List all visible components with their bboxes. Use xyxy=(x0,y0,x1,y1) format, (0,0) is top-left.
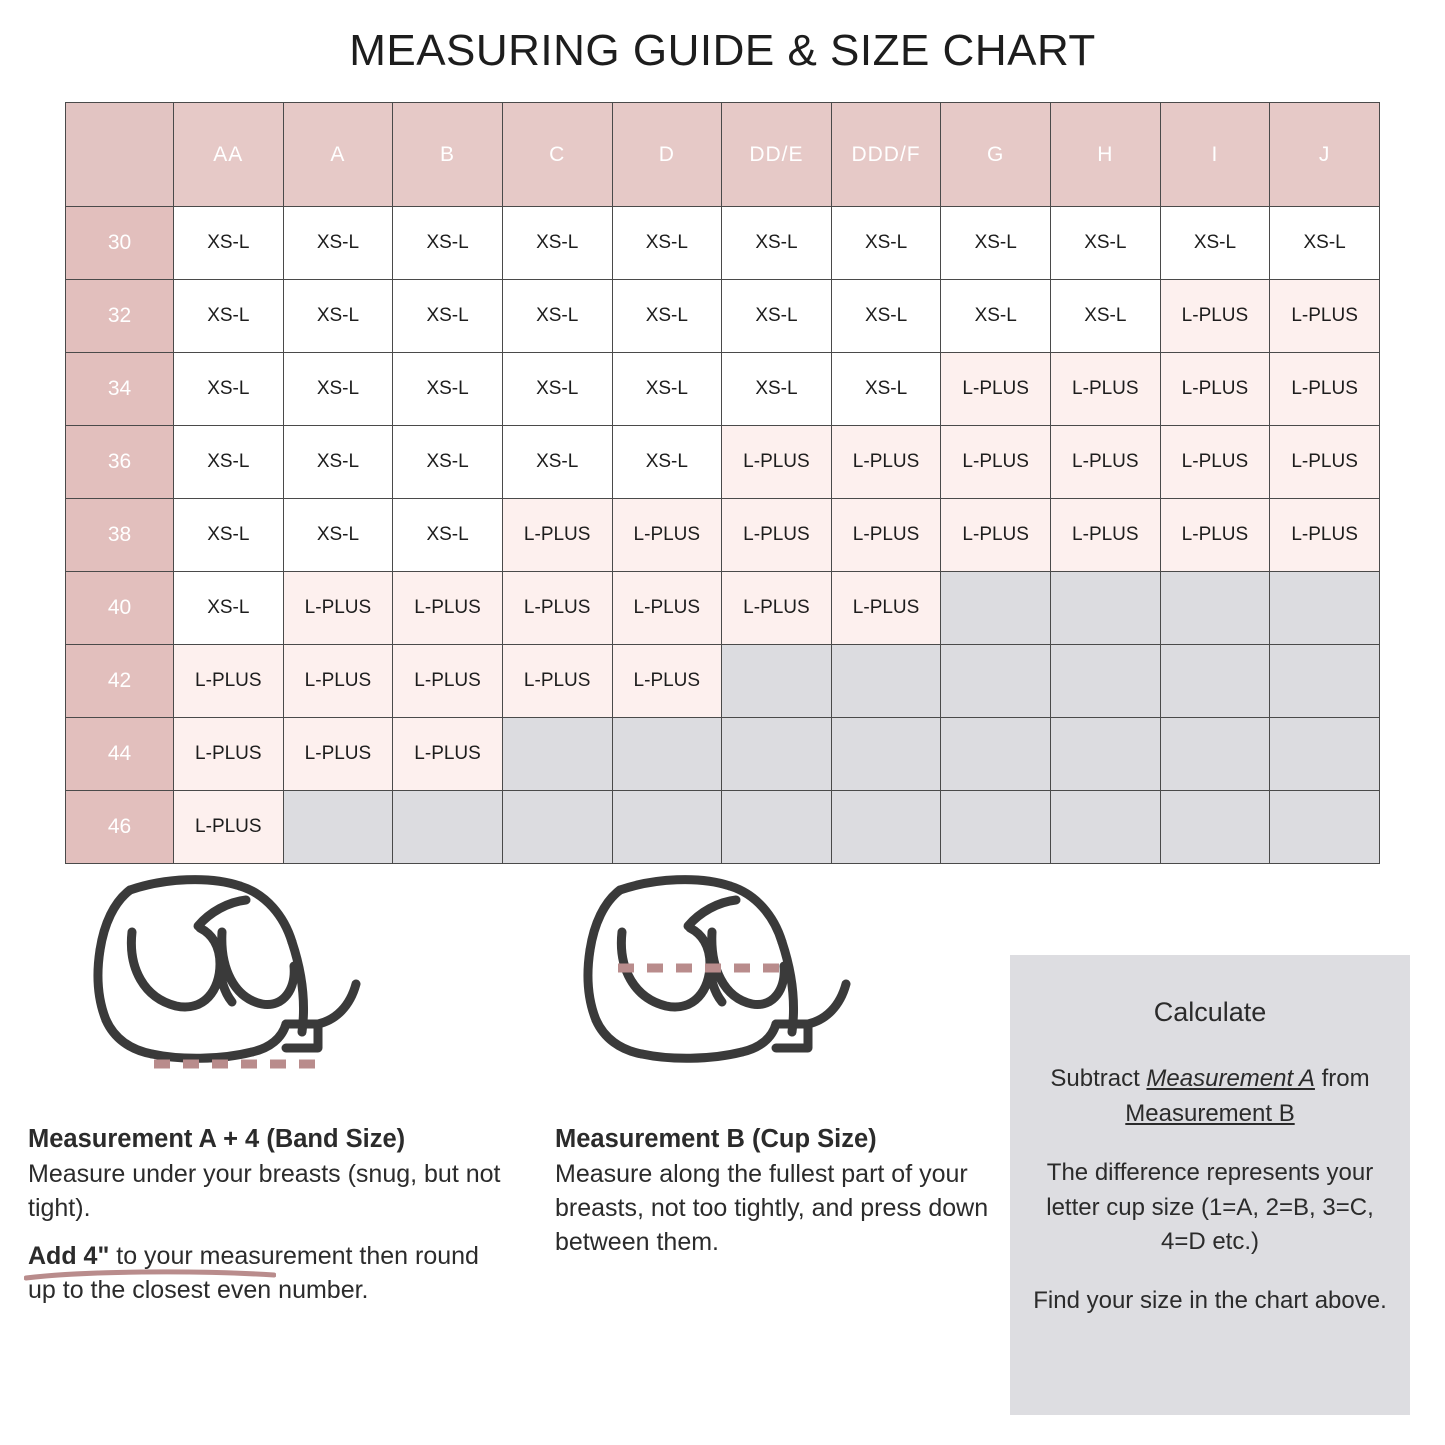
measurement-b-line1: Measure along the fullest part of your breasts, not too tightly, and press down between them. xyxy=(555,1160,989,1256)
measurement-a-heading: Measurement A + 4 (Band Size) xyxy=(28,1125,406,1153)
cup-header-I: I xyxy=(1160,103,1270,207)
size-chart-table xyxy=(65,102,1380,864)
cell-30-DD/E: XS-L xyxy=(722,207,832,280)
cell-46-I xyxy=(1160,791,1270,864)
cell-32-B: XS-L xyxy=(393,280,503,353)
cell-42-DDD/F xyxy=(831,645,941,718)
band-size-46: 46 xyxy=(66,791,174,864)
cell-46-G xyxy=(941,791,1051,864)
cell-36-I: L-PLUS xyxy=(1160,426,1270,499)
band-size-36: 36 xyxy=(66,426,174,499)
cell-38-DDD/F: L-PLUS xyxy=(831,499,941,572)
cell-34-AA: XS-L xyxy=(174,353,284,426)
cell-42-G xyxy=(941,645,1051,718)
cell-30-C: XS-L xyxy=(502,207,612,280)
measurement-a-line1: Measure under your breasts (snug, but not tight). xyxy=(28,1160,501,1223)
cell-40-B: L-PLUS xyxy=(393,572,503,645)
cell-32-AA: XS-L xyxy=(174,280,284,353)
cell-44-C xyxy=(502,718,612,791)
cup-header-D: D xyxy=(612,103,722,207)
cell-46-AA: L-PLUS xyxy=(174,791,284,864)
cell-42-A: L-PLUS xyxy=(283,645,393,718)
cell-46-A xyxy=(283,791,393,864)
cell-32-D: XS-L xyxy=(612,280,722,353)
cell-40-DD/E: L-PLUS xyxy=(722,572,832,645)
cell-32-H: XS-L xyxy=(1051,280,1161,353)
cell-40-C: L-PLUS xyxy=(502,572,612,645)
cell-40-A: L-PLUS xyxy=(283,572,393,645)
cell-32-DD/E: XS-L xyxy=(722,280,832,353)
cell-34-DDD/F: XS-L xyxy=(831,353,941,426)
cell-44-B: L-PLUS xyxy=(393,718,503,791)
cell-42-DD/E xyxy=(722,645,832,718)
measurement-a-illustration xyxy=(70,872,380,1127)
cell-46-D xyxy=(612,791,722,864)
band-size-40: 40 xyxy=(66,572,174,645)
cell-40-J xyxy=(1270,572,1380,645)
table-row xyxy=(66,572,1380,645)
cell-32-DDD/F: XS-L xyxy=(831,280,941,353)
band-size-30: 30 xyxy=(66,207,174,280)
cell-42-D: L-PLUS xyxy=(612,645,722,718)
cell-46-B xyxy=(393,791,503,864)
cell-44-DD/E xyxy=(722,718,832,791)
cell-30-D: XS-L xyxy=(612,207,722,280)
cell-36-DD/E: L-PLUS xyxy=(722,426,832,499)
cell-38-A: XS-L xyxy=(283,499,393,572)
cell-36-D: XS-L xyxy=(612,426,722,499)
table-row xyxy=(66,426,1380,499)
band-size-44: 44 xyxy=(66,718,174,791)
cell-42-AA: L-PLUS xyxy=(174,645,284,718)
calculate-heading: Calculate xyxy=(1153,997,1267,1027)
cell-34-J: L-PLUS xyxy=(1270,353,1380,426)
table-corner-cell xyxy=(66,103,174,207)
calculate-line1 xyxy=(1032,1062,1388,1132)
cell-44-J xyxy=(1270,718,1380,791)
cell-36-DDD/F: L-PLUS xyxy=(831,426,941,499)
cell-46-DD/E xyxy=(722,791,832,864)
cup-header-B: B xyxy=(393,103,503,207)
table-row xyxy=(66,353,1380,426)
cell-36-AA: XS-L xyxy=(174,426,284,499)
cell-44-A: L-PLUS xyxy=(283,718,393,791)
table-row xyxy=(66,499,1380,572)
band-size-32: 32 xyxy=(66,280,174,353)
table-body xyxy=(66,207,1380,864)
calculate-line3: Find your size in the chart above. xyxy=(1033,1287,1387,1315)
add-four-emphasis-wrap xyxy=(28,1240,109,1274)
table-row xyxy=(66,645,1380,718)
cell-42-B: L-PLUS xyxy=(393,645,503,718)
cell-38-H: L-PLUS xyxy=(1051,499,1161,572)
calculate-line1-mid: from xyxy=(1314,1065,1370,1093)
cell-32-J: L-PLUS xyxy=(1270,280,1380,353)
cell-38-G: L-PLUS xyxy=(941,499,1051,572)
cell-44-D xyxy=(612,718,722,791)
measurement-b-block xyxy=(555,1122,1015,1260)
cell-40-G xyxy=(941,572,1051,645)
cell-30-G: XS-L xyxy=(941,207,1051,280)
cell-46-DDD/F xyxy=(831,791,941,864)
cell-46-C xyxy=(502,791,612,864)
cell-30-B: XS-L xyxy=(393,207,503,280)
cell-42-J xyxy=(1270,645,1380,718)
measurement-b-heading: Measurement B (Cup Size) xyxy=(555,1125,877,1153)
cell-36-H: L-PLUS xyxy=(1051,426,1161,499)
table-row xyxy=(66,791,1380,864)
band-size-38: 38 xyxy=(66,499,174,572)
cell-40-I xyxy=(1160,572,1270,645)
cell-46-J xyxy=(1270,791,1380,864)
calculate-line1-prefix: Subtract xyxy=(1050,1065,1147,1093)
cell-34-A: XS-L xyxy=(283,353,393,426)
cell-34-DD/E: XS-L xyxy=(722,353,832,426)
cup-header-C: C xyxy=(502,103,612,207)
cell-38-C: L-PLUS xyxy=(502,499,612,572)
cell-36-B: XS-L xyxy=(393,426,503,499)
cell-40-DDD/F: L-PLUS xyxy=(831,572,941,645)
cell-30-J: XS-L xyxy=(1270,207,1380,280)
page-title: MEASURING GUIDE & SIZE CHART xyxy=(349,26,1096,75)
cell-36-A: XS-L xyxy=(283,426,393,499)
cell-38-B: XS-L xyxy=(393,499,503,572)
cup-header-J: J xyxy=(1270,103,1380,207)
band-size-42: 42 xyxy=(66,645,174,718)
cell-44-H xyxy=(1051,718,1161,791)
cell-42-H xyxy=(1051,645,1161,718)
cell-34-D: XS-L xyxy=(612,353,722,426)
cell-46-H xyxy=(1051,791,1161,864)
cell-36-J: L-PLUS xyxy=(1270,426,1380,499)
measurement-b-illustration xyxy=(560,872,870,1127)
cell-30-DDD/F: XS-L xyxy=(831,207,941,280)
cell-36-G: L-PLUS xyxy=(941,426,1051,499)
band-size-34: 34 xyxy=(66,353,174,426)
table-header-row xyxy=(66,103,1380,207)
cell-34-B: XS-L xyxy=(393,353,503,426)
cell-34-H: L-PLUS xyxy=(1051,353,1161,426)
cell-42-C: L-PLUS xyxy=(502,645,612,718)
measurement-b-caption xyxy=(555,1122,1015,1274)
cup-header-A: A xyxy=(283,103,393,207)
cell-44-I xyxy=(1160,718,1270,791)
cell-32-G: XS-L xyxy=(941,280,1051,353)
cup-header-DDD-F: DDD/F xyxy=(831,103,941,207)
cell-38-AA: XS-L xyxy=(174,499,284,572)
cell-30-H: XS-L xyxy=(1051,207,1161,280)
cell-44-AA: L-PLUS xyxy=(174,718,284,791)
cell-34-C: XS-L xyxy=(502,353,612,426)
calculate-measurement-b: Measurement B xyxy=(1125,1099,1295,1127)
calculate-box xyxy=(1010,955,1410,1415)
cell-30-I: XS-L xyxy=(1160,207,1270,280)
table-row xyxy=(66,718,1380,791)
table-row xyxy=(66,207,1380,280)
measurement-a-block xyxy=(28,1122,508,1226)
cell-38-J: L-PLUS xyxy=(1270,499,1380,572)
cell-40-AA: XS-L xyxy=(174,572,284,645)
cell-36-C: XS-L xyxy=(502,426,612,499)
add-four-emphasis: Add 4" xyxy=(28,1241,110,1270)
cup-header-DD-E: DD/E xyxy=(722,103,832,207)
cell-30-AA: XS-L xyxy=(174,207,284,280)
cell-38-DD/E: L-PLUS xyxy=(722,499,832,572)
cell-32-C: XS-L xyxy=(502,280,612,353)
cell-34-I: L-PLUS xyxy=(1160,353,1270,426)
measurement-a-caption xyxy=(28,1122,508,1321)
measurement-a-line2: to your measurement then round up to the closest even number. xyxy=(28,1241,479,1304)
table-row xyxy=(66,280,1380,353)
cell-44-DDD/F xyxy=(831,718,941,791)
cell-40-H xyxy=(1051,572,1161,645)
size-chart-table-wrap xyxy=(65,102,1380,864)
underline-swoosh-icon xyxy=(24,1268,276,1282)
cell-34-G: L-PLUS xyxy=(941,353,1051,426)
cell-32-A: XS-L xyxy=(283,280,393,353)
cell-38-D: L-PLUS xyxy=(612,499,722,572)
measurement-a-addfour-block xyxy=(28,1240,508,1308)
cell-40-D: L-PLUS xyxy=(612,572,722,645)
calculate-measurement-a: Measurement A xyxy=(1146,1065,1315,1093)
cell-32-I: L-PLUS xyxy=(1160,280,1270,353)
cup-header-G: G xyxy=(941,103,1051,207)
cup-header-AA: AA xyxy=(174,103,284,207)
cell-42-I xyxy=(1160,645,1270,718)
cell-30-A: XS-L xyxy=(283,207,393,280)
cup-header-H: H xyxy=(1051,103,1161,207)
calculate-line2: The difference represents your letter cup size (1=A, 2=B, 3=C, 4=D etc.) xyxy=(1046,1158,1374,1256)
cell-44-G xyxy=(941,718,1051,791)
cell-38-I: L-PLUS xyxy=(1160,499,1270,572)
